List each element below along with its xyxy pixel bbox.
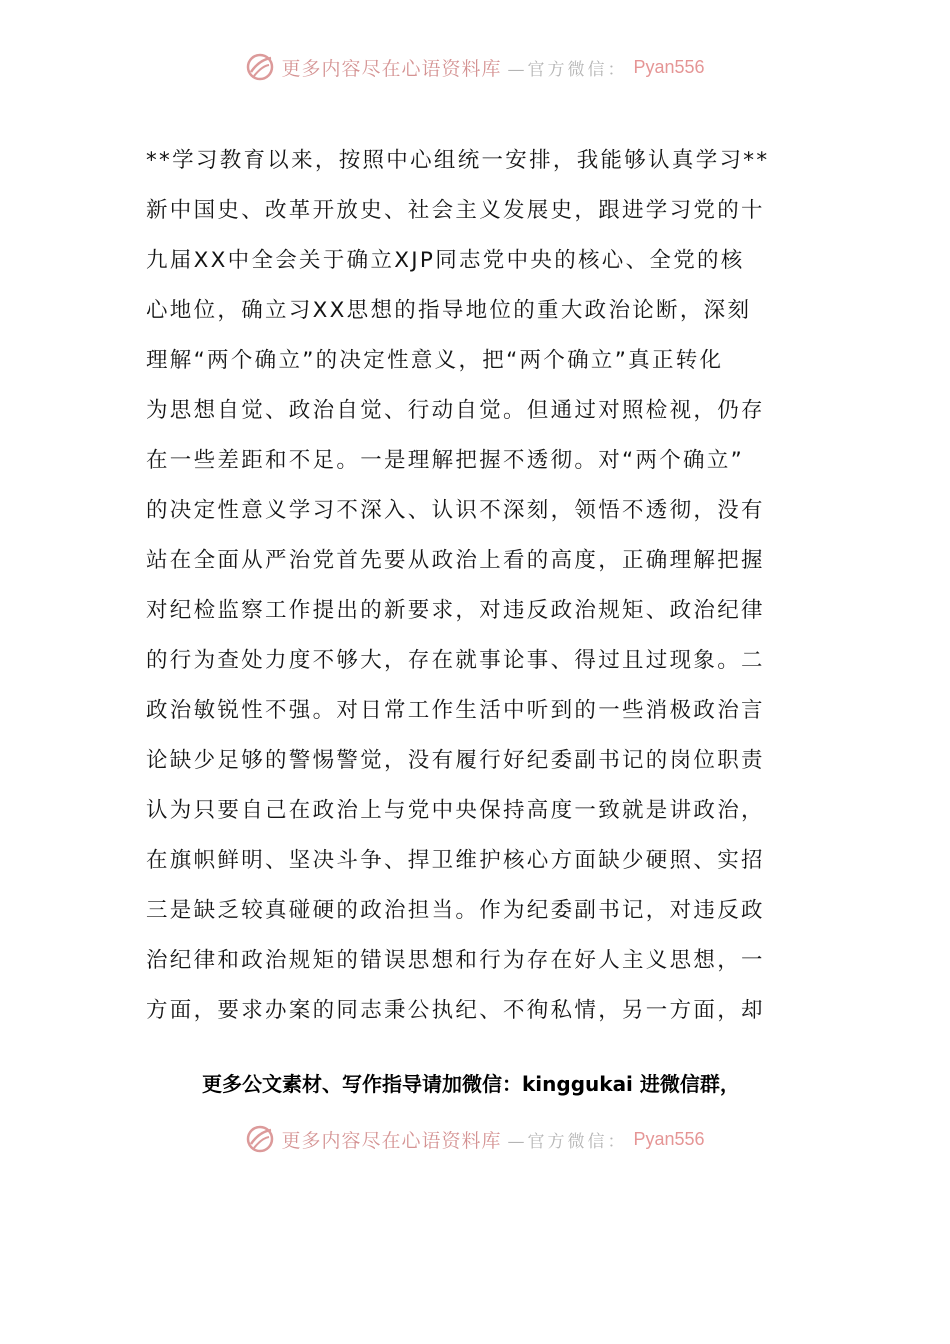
brand-logo-icon [245, 52, 275, 82]
body-line: 认为只要自己在政治上与党中央保持高度一致就是讲政治， [146, 798, 765, 823]
body-line: 新中国史、改革开放史、社会主义发展史，跟进学习党的十 [146, 198, 765, 223]
footer-promo-note: 更多公文素材、写作指导请加微信：kinggukai 进微信群， [202, 1072, 740, 1096]
body-line: 为思想自觉、政治自觉、行动自觉。但通过对照检视，仍存 [146, 398, 765, 423]
body-line: **学习教育以来，按照中心组统一安排，我能够认真学习** [146, 148, 770, 173]
watermark-wechat-id: Pyan556 [633, 56, 705, 77]
body-line: 三是缺乏较真碰硬的政治担当。作为纪委副书记，对违反政 [146, 898, 765, 923]
body-line: 九届XX中全会关于确立XJP同志党中央的核心、全党的核 [146, 248, 745, 273]
body-line: 的决定性意义学习不深入、认识不深刻，领悟不透彻，没有 [146, 498, 765, 523]
body-line: 站在全面从严治党首先要从政治上看的高度，正确理解把握 [146, 548, 765, 573]
brand-logo-icon [245, 1124, 275, 1154]
header-watermark [0, 52, 950, 82]
watermark-brand: 更多内容尽在心语资料库 [281, 1129, 502, 1152]
watermark-label: —官方微信： [507, 1131, 628, 1152]
body-line: 方面，要求办案的同志秉公执纪、不徇私情，另一方面，却 [146, 998, 765, 1023]
watermark-wechat-id: Pyan556 [633, 1128, 705, 1149]
body-line: 治纪律和政治规矩的错误思想和行为存在好人主义思想，一 [146, 948, 765, 973]
body-paragraph [146, 140, 811, 1040]
body-line: 论缺少足够的警惕警觉，没有履行好纪委副书记的岗位职责 [146, 748, 765, 773]
body-line: 理解“两个确立”的决定性意义，把“两个确立”真正转化 [146, 348, 724, 373]
body-line: 在一些差距和不足。一是理解把握不透彻。对“两个确立” [146, 448, 745, 473]
body-line: 在旗帜鲜明、坚决斗争、捍卫维护核心方面缺少硬照、实招 [146, 848, 765, 873]
body-line: 心地位，确立习XX思想的指导地位的重大政治论断，深刻 [146, 298, 752, 323]
watermark-label: —官方微信： [507, 59, 628, 80]
body-line: 政治敏锐性不强。对日常工作生活中听到的一些消极政治言 [146, 698, 765, 723]
watermark-brand: 更多内容尽在心语资料库 [281, 57, 502, 80]
body-line: 对纪检监察工作提出的新要求，对违反政治规矩、政治纪律 [146, 598, 765, 623]
footer-watermark [0, 1124, 950, 1154]
body-line: 的行为查处力度不够大，存在就事论事、得过且过现象。二 [146, 648, 765, 673]
